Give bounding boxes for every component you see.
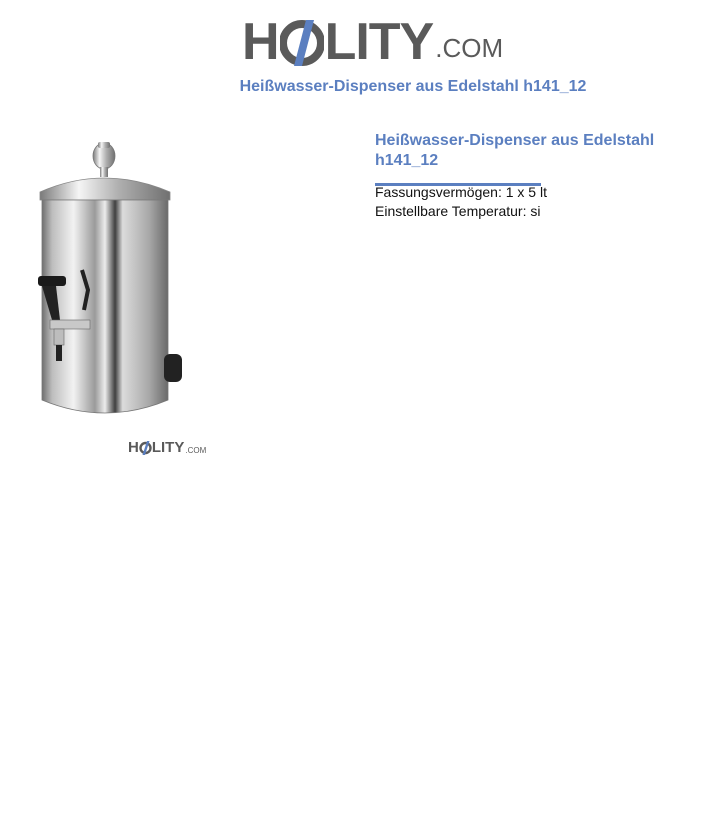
watermark-com: .COM: [185, 446, 207, 455]
watermark-letter-h: H: [128, 439, 139, 456]
product-title: Heißwasser-Dispenser aus Edelstahl h141_12: [375, 132, 655, 169]
logo-o-icon: [280, 16, 324, 68]
page-title: Heißwasser-Dispenser aus Edelstahl h141_12: [239, 78, 587, 95]
spec-capacity: Fassungsvermögen: 1 x 5 lt: [375, 184, 547, 200]
watermark-letters-lity: LITY: [151, 439, 185, 456]
logo-com: .COM: [435, 33, 504, 63]
holity-logo[interactable]: [242, 12, 504, 71]
product-info: [375, 131, 695, 221]
logo-letters-lity: LITY: [324, 13, 434, 71]
hot-water-dispenser-image: [30, 130, 210, 430]
spec-temperature: Einstellbare Temperatur: si: [375, 203, 541, 219]
watermark-o-icon: [139, 440, 152, 455]
logo-letter-h: H: [242, 13, 279, 71]
watermark-logo: [128, 440, 206, 455]
